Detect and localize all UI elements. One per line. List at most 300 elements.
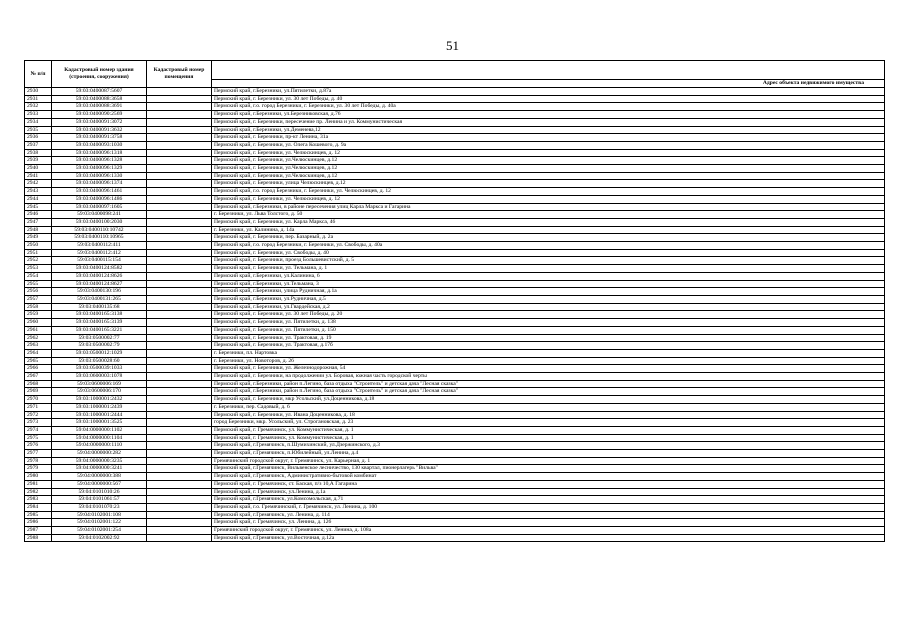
table-row	[25, 272, 885, 280]
cell-cadastral-building: 59:03:0400096:1318	[52, 149, 147, 157]
table-row	[25, 488, 885, 496]
cell-address: Пермский край, г. Березники, ул. Ивана Доценникова, д. 18	[212, 411, 885, 419]
cell-num: 2969	[25, 388, 52, 396]
cell-cadastral-room	[147, 88, 212, 96]
cell-num: 2934	[25, 118, 52, 126]
cell-num: 2931	[25, 95, 52, 103]
cell-cadastral-room	[147, 442, 212, 450]
table-row	[25, 111, 885, 119]
table-row	[25, 342, 885, 350]
table-row	[25, 157, 885, 165]
table-row	[25, 88, 885, 96]
cell-cadastral-room	[147, 303, 212, 311]
cell-address: Пермский край, г. Гремячинск, ст. Баская, п/з 10,А Гагарина	[212, 480, 885, 488]
table-row	[25, 242, 885, 250]
cell-address: Пермский край, г. Гремячинск, ул. Ленина, д. 126	[212, 519, 885, 527]
cell-cadastral-room	[147, 172, 212, 180]
cell-num: 2930	[25, 88, 52, 96]
cell-cadastral-building: 59:04:0000000:567	[52, 480, 147, 488]
cell-address: Пермский край, г.Гремячинск, ул.Комсомольская, д.71	[212, 496, 885, 504]
cell-num: 2938	[25, 149, 52, 157]
cell-cadastral-building: 59:03:0400096:1330	[52, 172, 147, 180]
cell-cadastral-building: 59:03:0500039:1033	[52, 365, 147, 373]
cell-num: 2973	[25, 419, 52, 427]
cell-num: 2971	[25, 403, 52, 411]
cell-cadastral-room	[147, 465, 212, 473]
table-body	[25, 88, 885, 542]
cell-address: Пермский край, г. Березники, пр-кт Ленина, 31а	[212, 134, 885, 142]
cell-cadastral-building: 59:03:0600006:169	[52, 380, 147, 388]
table-row	[25, 226, 885, 234]
cell-cadastral-room	[147, 165, 212, 173]
cell-address: Пермский край, г.Березники, район п.Легино, база отдыха "Строитель" и детская дача "Лесная сказка"	[212, 388, 885, 396]
cell-cadastral-room	[147, 272, 212, 280]
cell-cadastral-room	[147, 141, 212, 149]
table-row	[25, 249, 885, 257]
cell-cadastral-room	[147, 411, 212, 419]
cell-num: 2980	[25, 473, 52, 481]
table-row	[25, 380, 885, 388]
cell-address: Пермский край, г. Березники, мкр Усольский, ул.Доценникова, д.18	[212, 396, 885, 404]
table-row	[25, 326, 885, 334]
cell-cadastral-building: 59:03:0400087:5607	[52, 88, 147, 96]
cell-address: Пермский край, г. Березники, ул.Челюскинцев, д.12	[212, 165, 885, 173]
cell-cadastral-room	[147, 534, 212, 542]
cell-address: Пермский край, г.Березники, ул.Калинина, 6	[212, 272, 885, 280]
cell-cadastral-building: 59:03:0400096:1329	[52, 165, 147, 173]
cell-address: Пермский край, г. Березники, ул. Челюскинцев, д. 12	[212, 149, 885, 157]
cell-num: 2987	[25, 527, 52, 535]
table-row	[25, 203, 885, 211]
table-row	[25, 280, 885, 288]
cell-address: Пермский край, г.о. Гремячинский, г. Гремячинск, ул. Ленина, д. 100	[212, 503, 885, 511]
cell-num: 2940	[25, 165, 52, 173]
cell-cadastral-room	[147, 195, 212, 203]
cell-cadastral-building: 59:03:0400115:154	[52, 257, 147, 265]
cell-cadastral-building: 59:03:0400130:196	[52, 288, 147, 296]
cell-num: 2976	[25, 442, 52, 450]
cell-address: г. Березники, ул. Новоторов, д. 26	[212, 357, 885, 365]
cell-address: г. Березники, пер. Садовый, д. 6	[212, 403, 885, 411]
cell-address: Пермский край, г. Гремячинск, ул. Коммунистическая, д. 1	[212, 426, 885, 434]
cell-address: Гремячинский городской округ, г. Гремячинск, ул. Карьерная, д. 1	[212, 457, 885, 465]
cell-cadastral-building: 59:03:0400131:265	[52, 295, 147, 303]
cell-num: 2961	[25, 326, 52, 334]
header-address-spacer	[212, 61, 885, 80]
cell-num: 2975	[25, 434, 52, 442]
table-row	[25, 411, 885, 419]
cell-cadastral-building: 59:04:0102001:122	[52, 519, 147, 527]
cell-cadastral-building: 59:04:0101010:26	[52, 488, 147, 496]
table-row	[25, 218, 885, 226]
cell-cadastral-building: 59:03:1000001:2439	[52, 403, 147, 411]
cell-cadastral-building: 59:03:0400088:3691	[52, 103, 147, 111]
cell-address: город Березники, мкр. Усольский, ул. Строгановская, д. 23	[212, 419, 885, 427]
table-row	[25, 95, 885, 103]
table-row	[25, 442, 885, 450]
cell-address: Пермский край, г.Березники, ул.Гвардейская, д.2	[212, 303, 885, 311]
cell-cadastral-building: 59:04:0102001:254	[52, 527, 147, 535]
cell-cadastral-building: 59:03:0400091:3758	[52, 134, 147, 142]
cell-cadastral-room	[147, 157, 212, 165]
cell-cadastral-building: 59:03:0400090:2569	[52, 111, 147, 119]
cell-cadastral-building: 59:03:1000001:3525	[52, 419, 147, 427]
cell-num: 2959	[25, 311, 52, 319]
cell-cadastral-building: 59:03:0400097:1605	[52, 203, 147, 211]
table-row	[25, 180, 885, 188]
cell-cadastral-room	[147, 488, 212, 496]
cell-num: 2939	[25, 157, 52, 165]
cell-num: 2958	[25, 303, 52, 311]
cell-address: г. Березники, пл. Нартовка	[212, 349, 885, 357]
cell-cadastral-building: 59:03:0400093:1030	[52, 141, 147, 149]
table-row	[25, 503, 885, 511]
cell-cadastral-room	[147, 357, 212, 365]
page-number: 51	[446, 38, 459, 53]
table-row	[25, 295, 885, 303]
table-row	[25, 165, 885, 173]
table-row	[25, 511, 885, 519]
header-cadastral-room: Кадастровый номер помещения	[147, 61, 212, 88]
cell-num: 2972	[25, 411, 52, 419]
cell-cadastral-room	[147, 473, 212, 481]
cell-cadastral-building: 59:03:0400165:3139	[52, 319, 147, 327]
cell-cadastral-room	[147, 111, 212, 119]
cell-cadastral-room	[147, 380, 212, 388]
cell-cadastral-room	[147, 126, 212, 134]
cell-cadastral-building: 59:03:0400098:241	[52, 211, 147, 219]
cell-cadastral-building: 59:03:0600006:170	[52, 388, 147, 396]
table-row	[25, 349, 885, 357]
cell-cadastral-room	[147, 280, 212, 288]
cell-num: 2935	[25, 126, 52, 134]
cell-num: 2974	[25, 426, 52, 434]
cell-cadastral-room	[147, 527, 212, 535]
cell-num: 2986	[25, 519, 52, 527]
cell-address: Пермский край, г. Березники, ул. Пятилетки, д. 138	[212, 319, 885, 327]
cell-cadastral-building: 59:03:0400096:1328	[52, 157, 147, 165]
cell-cadastral-building: 59:04:0000000:3241	[52, 465, 147, 473]
cell-cadastral-building: 59:03:0500028:60	[52, 357, 147, 365]
cell-address: Пермский край, г.Березники, в районе пересечения улиц Карла Маркса и Гагарина	[212, 203, 885, 211]
cell-num: 2979	[25, 465, 52, 473]
cell-cadastral-room	[147, 434, 212, 442]
cell-num: 2964	[25, 349, 52, 357]
cell-address: Пермский край, г.Березники, ул.Пятилетки, д.87а	[212, 88, 885, 96]
table-row	[25, 311, 885, 319]
cell-address: Пермский край, г.Гремячинск, п.Шумихинский, ул.Дзержинского, д.3	[212, 442, 885, 450]
cell-cadastral-room	[147, 226, 212, 234]
table-row	[25, 234, 885, 242]
cell-address: Пермский край, г.Гремячинск, Административно-бытовой комбинат	[212, 473, 885, 481]
table-row	[25, 118, 885, 126]
cell-cadastral-building: 59:03:0400091:3632	[52, 126, 147, 134]
cell-num: 2983	[25, 496, 52, 504]
cell-cadastral-room	[147, 334, 212, 342]
cell-address: Пермский край, г. Гремячинск, ул.Ленина, д.1а	[212, 488, 885, 496]
cell-address: Пермский край, г. Березники, ул. Челюскинцев, д. 12	[212, 195, 885, 203]
cell-address: Пермский край, г. Березники, ул.Челюскинцев, д.12	[212, 172, 885, 180]
cell-cadastral-room	[147, 511, 212, 519]
cell-cadastral-room	[147, 218, 212, 226]
table-row	[25, 465, 885, 473]
cell-num: 2953	[25, 265, 52, 273]
table-row	[25, 426, 885, 434]
cell-address: Пермский край, г.Березники, ул.Березниковская, д.76	[212, 111, 885, 119]
cell-address: Пермский край, г. Березники, ул. Тельмана, д. 1	[212, 265, 885, 273]
cell-address: Пермский край, г.Березники, район п.Легино, база отдыха "Строитель" и детская дача "Лесная сказка"	[212, 380, 885, 388]
cell-address: Пермский край, г. Березники, ул. Трактовая, д.17б	[212, 342, 885, 350]
cell-num: 2946	[25, 211, 52, 219]
cell-cadastral-building: 59:03:0600003:1078	[52, 373, 147, 381]
cell-address: Пермский край, г.Гремячинск, ул.Восточная, д.12а	[212, 534, 885, 542]
header-num: № п/п	[25, 61, 52, 88]
cell-num: 2957	[25, 295, 52, 303]
table-row	[25, 496, 885, 504]
cell-cadastral-room	[147, 326, 212, 334]
cell-num: 2978	[25, 457, 52, 465]
cell-num: 2963	[25, 342, 52, 350]
cell-num: 2988	[25, 534, 52, 542]
table-row	[25, 172, 885, 180]
cell-address: Пермский край, г. Березники, ул. Пятилетки, д. 150	[212, 326, 885, 334]
cell-cadastral-building: 59:03:0400124:8626	[52, 272, 147, 280]
cell-cadastral-room	[147, 419, 212, 427]
table-row	[25, 319, 885, 327]
cell-cadastral-room	[147, 203, 212, 211]
cell-address: Пермский край, г. Березники, ул. 30 лет Победы, д. 40	[212, 95, 885, 103]
cell-num: 2956	[25, 288, 52, 296]
cell-address: Пермский край, г. Березники, ул. Трактовая, д. 19	[212, 334, 885, 342]
cell-cadastral-room	[147, 180, 212, 188]
cell-cadastral-building: 59:03:0400124:8627	[52, 280, 147, 288]
table-row	[25, 334, 885, 342]
table-row	[25, 141, 885, 149]
cell-address: Пермский край, г. Березники, пер. Базарный, д. 2а	[212, 234, 885, 242]
table-row	[25, 211, 885, 219]
cell-cadastral-room	[147, 211, 212, 219]
cell-cadastral-room	[147, 118, 212, 126]
cell-cadastral-room	[147, 103, 212, 111]
cell-num: 2977	[25, 450, 52, 458]
cell-address: Пермский край, г.Березники, ул.Деменева,12	[212, 126, 885, 134]
cell-cadastral-building: 59:03:0400096:1461	[52, 188, 147, 196]
cell-cadastral-room	[147, 403, 212, 411]
table-row	[25, 527, 885, 535]
table-row	[25, 534, 885, 542]
table-row	[25, 149, 885, 157]
table-row	[25, 103, 885, 111]
cell-address: Пермский край, г. Березники, ул. Олега Кошевого, д. 9а	[212, 141, 885, 149]
cell-address: г. Березники, ул. Калинина, д. 14а	[212, 226, 885, 234]
cell-cadastral-room	[147, 295, 212, 303]
table-row	[25, 396, 885, 404]
cell-address: Гремячинский городской округ, г. Гремячинск, ул. Ленина, д. 108а	[212, 527, 885, 535]
cell-cadastral-room	[147, 396, 212, 404]
cell-address: Пермский край, г.Гремячинск, п.Юбилейный, ул.Ленина, д.4	[212, 450, 885, 458]
cell-cadastral-room	[147, 257, 212, 265]
cell-num: 2947	[25, 218, 52, 226]
table-header	[25, 61, 885, 88]
cell-num: 2966	[25, 365, 52, 373]
cell-cadastral-room	[147, 188, 212, 196]
cell-cadastral-building: 59:04:0101070:23	[52, 503, 147, 511]
cell-cadastral-building: 59:03:1000001:2432	[52, 396, 147, 404]
cell-cadastral-room	[147, 342, 212, 350]
cell-num: 2932	[25, 103, 52, 111]
cell-cadastral-building: 59:04:0102001:108	[52, 511, 147, 519]
cell-address: Пермский край, г. Березники, ул. Карла Маркса, 46	[212, 218, 885, 226]
cell-num: 2968	[25, 380, 52, 388]
cell-cadastral-room	[147, 450, 212, 458]
cell-address: г. Березники, ул. Льва Толстого, д. 50	[212, 211, 885, 219]
cell-cadastral-room	[147, 311, 212, 319]
cell-cadastral-building: 59:04:0000000:388	[52, 473, 147, 481]
cell-cadastral-building: 59:03:0400124:8582	[52, 265, 147, 273]
cell-num: 2954	[25, 272, 52, 280]
cell-address: Пермский край, г.Березники, улица Рудничная, д.1а	[212, 288, 885, 296]
cell-cadastral-building: 59:03:0500002:79	[52, 342, 147, 350]
cell-cadastral-building: 59:03:0400091:3072	[52, 118, 147, 126]
cell-cadastral-room	[147, 349, 212, 357]
table-row	[25, 195, 885, 203]
table-row	[25, 288, 885, 296]
table-row	[25, 480, 885, 488]
cell-address: Пермский край, г. Березники, пересечение пр. Ленина и ул. Коммунистическая	[212, 118, 885, 126]
cell-cadastral-building: 59:03:0400112:412	[52, 249, 147, 257]
cell-cadastral-building: 59:03:0400110:10965	[52, 234, 147, 242]
cell-address: Пермский край, г.Березники, ул.Рудничная, д.5	[212, 295, 885, 303]
cell-cadastral-building: 59:03:0400096:1374	[52, 180, 147, 188]
cell-cadastral-building: 59:03:0500002:77	[52, 334, 147, 342]
header-address: Адрес объекта недвижимого имущества	[212, 80, 885, 88]
cell-address: Пермский край, г. Березники, проезд Большевистский, д. 5	[212, 257, 885, 265]
cell-cadastral-building: 59:03:0400112:411	[52, 242, 147, 250]
cell-num: 2962	[25, 334, 52, 342]
cell-num: 2937	[25, 141, 52, 149]
cell-num: 2970	[25, 396, 52, 404]
cell-cadastral-building: 59:04:0000000:3235	[52, 457, 147, 465]
table-row	[25, 519, 885, 527]
table-row	[25, 434, 885, 442]
cell-cadastral-room	[147, 234, 212, 242]
cell-cadastral-room	[147, 134, 212, 142]
cell-cadastral-room	[147, 149, 212, 157]
cell-cadastral-building: 59:04:0000000:1104	[52, 434, 147, 442]
cell-cadastral-room	[147, 242, 212, 250]
cell-cadastral-room	[147, 319, 212, 327]
cell-num: 2951	[25, 249, 52, 257]
cell-cadastral-building: 59:03:0400135:68	[52, 303, 147, 311]
cell-cadastral-building: 59:04:0000000:1102	[52, 426, 147, 434]
cell-num: 2948	[25, 226, 52, 234]
table-row	[25, 457, 885, 465]
cell-address: Пермский край, г. Березники, на продолжении ул. Боровая, южная часть городской черты	[212, 373, 885, 381]
cell-num: 2967	[25, 373, 52, 381]
cell-num: 2936	[25, 134, 52, 142]
cell-cadastral-room	[147, 426, 212, 434]
table-row	[25, 450, 885, 458]
cell-cadastral-room	[147, 249, 212, 257]
cell-num: 2943	[25, 188, 52, 196]
table-row	[25, 419, 885, 427]
cell-num: 2945	[25, 203, 52, 211]
cell-cadastral-room	[147, 480, 212, 488]
cell-num: 2950	[25, 242, 52, 250]
cell-address: Пермский край, г.о. город Березники, г. Березники, ул. 30 лет Победы, д. 40а	[212, 103, 885, 111]
table-row	[25, 403, 885, 411]
cell-cadastral-room	[147, 457, 212, 465]
cell-cadastral-building: 59:03:0400088:3658	[52, 95, 147, 103]
table-row	[25, 357, 885, 365]
cell-address: Пермский край, г. Гремячинск, ул. Коммунистическая, д. 1	[212, 434, 885, 442]
cell-num: 2955	[25, 280, 52, 288]
cell-num: 2982	[25, 488, 52, 496]
cell-cadastral-building: 59:03:0400165:3138	[52, 311, 147, 319]
cell-num: 2984	[25, 503, 52, 511]
table-row	[25, 134, 885, 142]
cell-cadastral-room	[147, 519, 212, 527]
table-row	[25, 303, 885, 311]
cell-address: Пермский край, г.Березники, ул.Тельмана, 3	[212, 280, 885, 288]
cell-cadastral-building: 59:04:0102002:92	[52, 534, 147, 542]
cell-address: Пермский край, г. Березники, улица Челюскинцев, д.12	[212, 180, 885, 188]
cell-address: Пермский край, г.о. город Березники, г. Березники, ул. Свободы, д. 40а	[212, 242, 885, 250]
cell-address: Пермский край, г. Березники, ул. Свободы, д. 40	[212, 249, 885, 257]
cell-address: Пермский край, г.о. город Березники, г. Березники, ул. Челюскинцев, д. 12	[212, 188, 885, 196]
cell-cadastral-room	[147, 388, 212, 396]
table-row	[25, 257, 885, 265]
cell-cadastral-building: 59:03:0400096:1486	[52, 195, 147, 203]
table-row	[25, 388, 885, 396]
cell-num: 2965	[25, 357, 52, 365]
cell-address: Пермский край, г. Березники, ул. Железнодорожная, 54	[212, 365, 885, 373]
cell-cadastral-room	[147, 265, 212, 273]
table-row	[25, 126, 885, 134]
header-cadastral-building: Кадастровый номер здания (строения, сооружения)	[52, 61, 147, 88]
cell-address: Пермский край, г. Березники, ул. 30 лет Победы, д. 20	[212, 311, 885, 319]
cell-num: 2985	[25, 511, 52, 519]
table-row	[25, 265, 885, 273]
cell-address: Пермский край, г. Березники, ул.Челюскинцев, д.12	[212, 157, 885, 165]
cell-num: 2942	[25, 180, 52, 188]
table-row	[25, 188, 885, 196]
cell-cadastral-building: 59:03:0500012:1029	[52, 349, 147, 357]
cell-cadastral-room	[147, 365, 212, 373]
cell-cadastral-room	[147, 503, 212, 511]
cell-cadastral-room	[147, 288, 212, 296]
cell-cadastral-building: 59:03:0400100:2030	[52, 218, 147, 226]
cell-cadastral-building: 59:04:0000000:282	[52, 450, 147, 458]
table-row	[25, 365, 885, 373]
cell-cadastral-room	[147, 373, 212, 381]
cell-num: 2960	[25, 319, 52, 327]
table-row	[25, 373, 885, 381]
cell-cadastral-building: 59:03:0400165:3221	[52, 326, 147, 334]
property-registry-table	[24, 60, 885, 542]
cell-num: 2944	[25, 195, 52, 203]
cell-address: Пермский край, г.Гремячинск, Вильвенское лесничество, 130 квартал, пионерлагерь "Вильва"	[212, 465, 885, 473]
cell-num: 2941	[25, 172, 52, 180]
cell-cadastral-building: 59:04:0000000:1110	[52, 442, 147, 450]
cell-cadastral-building: 59:03:1000001:2444	[52, 411, 147, 419]
cell-num: 2933	[25, 111, 52, 119]
table-row	[25, 473, 885, 481]
cell-cadastral-building: 59:03:0400110:10742	[52, 226, 147, 234]
cell-cadastral-room	[147, 95, 212, 103]
cell-address: Пермский край, г.Гремячинск, ул. Ленина, д. 114	[212, 511, 885, 519]
cell-num: 2981	[25, 480, 52, 488]
